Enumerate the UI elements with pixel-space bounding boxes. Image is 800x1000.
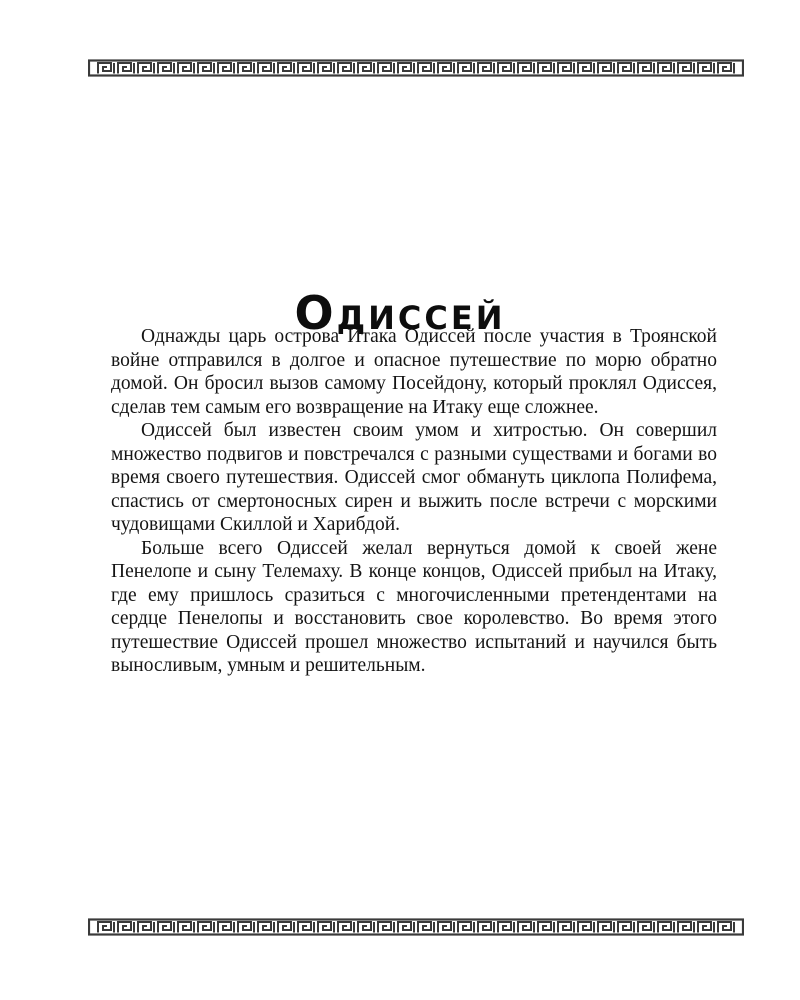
body-text [111,325,717,678]
page-title: Одиссей [294,285,506,340]
paragraph-1: Однажды царь острова Итака Одиссей после участия в Троянской войне отправился в долгое и опасное путешествие по морю обратно домой. Он бросил вызов самому Посейдону, который проклял Одиссея, сделав тем самым его возвращение на Итаку еще сложнее. [111,326,717,418]
greek-key-border-top-icon [88,59,744,77]
paragraph-3: Больше всего Одиссей желал вернуться домой к своей жене Пенелопе и сыну Телемаху. В конце концов, Одиссей прибыл на Итаку, где ему пришлось сразиться с многочисленными претендентами на сердце Пенелопы и восстановить свое королевство. Во время этого путешествие Одиссей прошел множество испытаний и научился быть выносливым, умным и решительным. [111,537,717,676]
greek-key-border-bottom-icon [88,918,744,936]
paragraph-2: Одиссей был известен своим умом и хитростью. Он совершил множество подвигов и повстречался с разными существами и богами во время своего путешествия. Одиссей смог обмануть циклопа Полифема, спастись от смертоносных сирен и выжить после встречи с морскими чудовищами Скиллой и Харибдой. [111,420,717,535]
